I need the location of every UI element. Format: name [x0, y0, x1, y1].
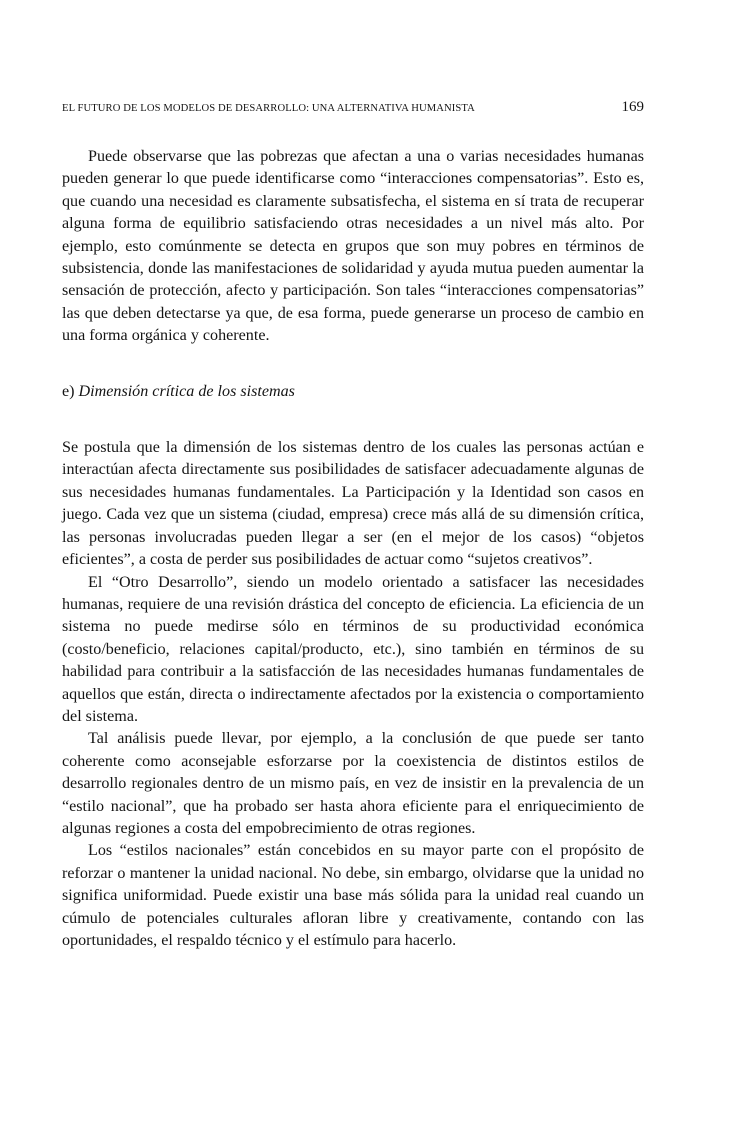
- section-heading: [62, 381, 644, 403]
- running-title: EL FUTURO DE LOS MODELOS DE DESARROLLO: UNA ALTERNATIVA HUMANISTA: [62, 103, 475, 114]
- paragraph-efficiency: El “Otro Desarrollo”, siendo un modelo orientado a satisfacer las necesidades humanas, requiere de una revisión drástica del concepto de eficiencia. La eficiencia de un sistema no puede medirse sólo en términos de su productividad económica (costo/beneficio, relaciones capital/producto, etc.), sino también en términos de su habilidad para contribuir a la satisfacción de las necesidades humanas fundamentales de aquellos que están, directa o indirectamente afectados por la existencia o comportamiento del sistema.: [62, 573, 644, 725]
- paragraph-regional-styles: Tal análisis puede llevar, por ejemplo, a la conclusión de que puede ser tanto coherente como aconsejable esforzarse por la coexistencia de distintos estilos de desarrollo regionales dentro de un mismo país, en vez de insistir en la prevalencia de un “estilo nacional”, que ha probado ser hasta ahora eficiente para el enriquecimiento de algunas regiones a costa del empobrecimiento de otras regiones.: [62, 730, 644, 837]
- section-title: Dimensión crítica de los sistemas: [78, 382, 295, 400]
- body-text: [62, 146, 644, 952]
- section-letter: e): [62, 382, 75, 400]
- page-number: 169: [621, 99, 644, 115]
- paragraph-critical-dimension: Se postula que la dimensión de los sistemas dentro de los cuales las personas actúan e interactúan afecta directamente sus posibilidades de satisfacer adecuadamente algunas de sus necesidades humanas fundamentales. La Participación y la Identidad son casos en juego. Cada vez que un sistema (ciudad, empresa) crece más allá de su dimensión crítica, las personas involucradas pueden llegar a ser (en el mejor de los casos) “objetos eficientes”, a costa de perder sus posibilidades de actuar como “sujetos creativos”.: [62, 439, 644, 569]
- paragraph-national-styles: Los “estilos nacionales” están concebidos en su mayor parte con el propósito de reforzar o mantener la unidad nacional. No debe, sin embargo, olvidarse que la unidad no significa uniformidad. Puede existir una base más sólida para la unidad real cuando un cúmulo de potenciales culturales afloran libre y creativamente, contando con las oportunidades, el respaldo técnico y el estímulo para hacerlo.: [62, 842, 644, 949]
- running-head: [62, 99, 644, 119]
- paragraph-compensatory-interactions: Puede observarse que las pobrezas que afectan a una o varias necesidades humanas pueden generar lo que puede identificarse como “interacciones compensatorias”. Esto es, que cuando una necesidad es claramente subsatisfecha, el sistema en sí trata de recuperar alguna forma de equilibrio satisfaciendo otras necesidades a un nivel más alto. Por ejemplo, esto comúnmente se detecta en grupos que son muy pobres en términos de subsistencia, donde las manifestaciones de solidaridad y ayuda mutua pueden aumentar la sensación de protección, afecto y participación. Son tales “interacciones compensatorias” las que deben detectarse ya que, de esa forma, puede generarse un proceso de cambio en una forma orgánica y coherente.: [62, 148, 644, 345]
